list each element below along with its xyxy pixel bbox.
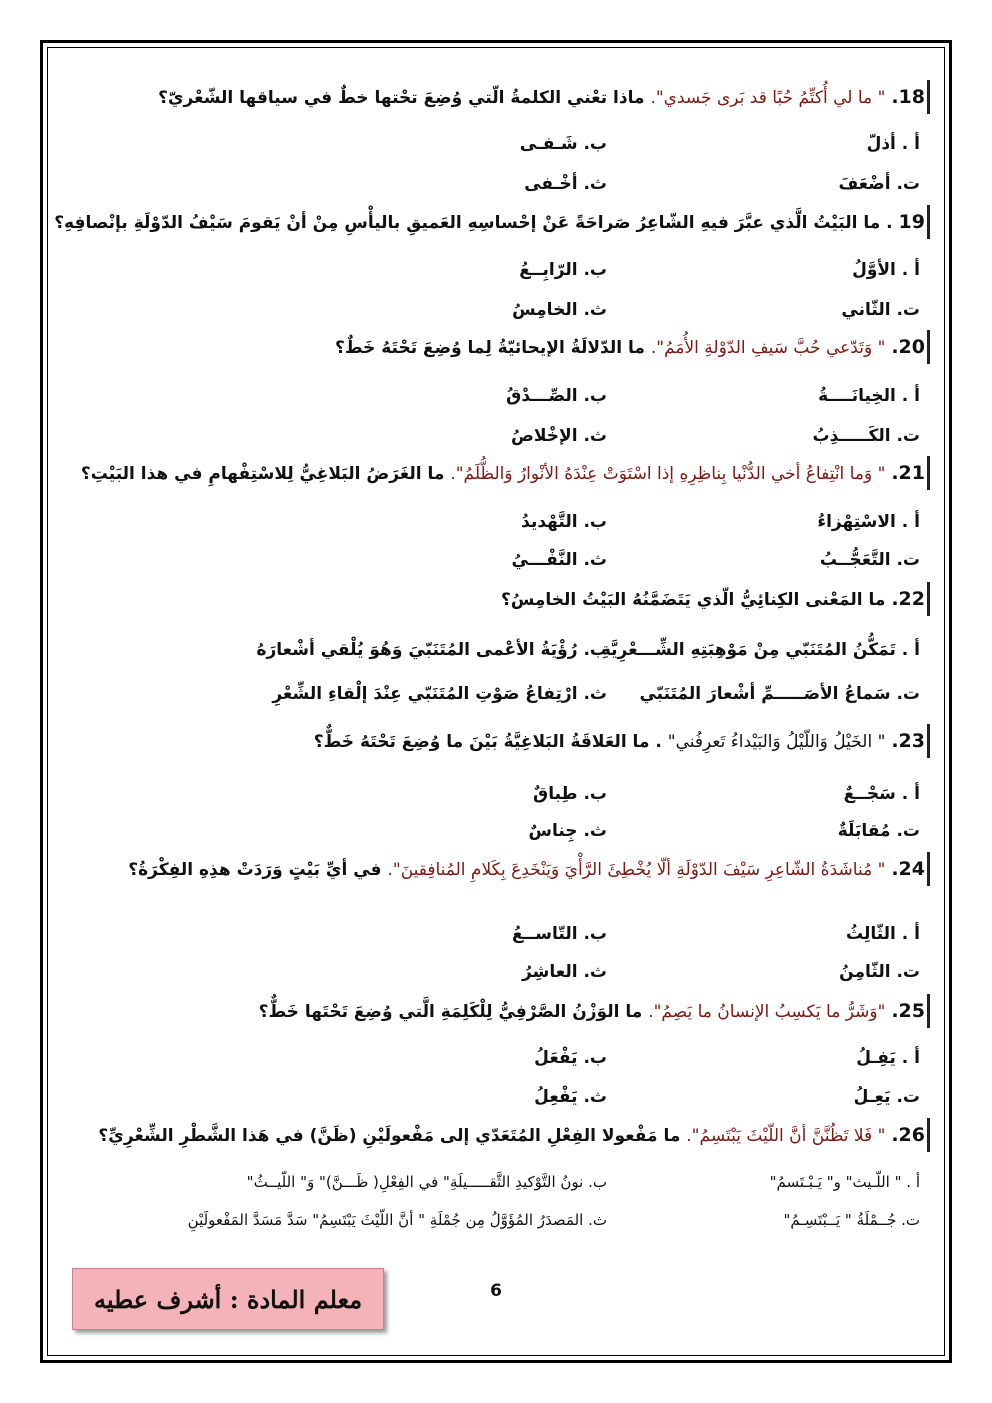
option-b: ب. التّاســعُ bbox=[512, 924, 607, 944]
question-text: في أيِّ بَيْتٍ وَرَدَتْ هذِهِ الفِكْرَةُ؟ bbox=[128, 860, 388, 880]
question-quote: "وَشَرُّ ما يَكسِبُ الإنسانُ ما يَصِمُ". bbox=[648, 1002, 886, 1022]
option-d: ث. الإخْلاصُ bbox=[511, 426, 607, 446]
option-a: أ . الثّالِثُ bbox=[845, 924, 920, 944]
option-a: أ . أذلّ bbox=[866, 134, 920, 154]
question-text: ماذا تعْني الكلمةُ الّتي وُضِعَ تحْتها خطٌ في سياقها الشّعْريّ؟ bbox=[158, 88, 651, 108]
option-a: أ . الاسْتِهْزاءُ bbox=[817, 512, 920, 532]
option-b: ب. نونُ التَّوْكيدِ الثَّقـــــيلَةِ" في الفِعْلِ( ظَـــنَّ)" وَ" اللّيــثُ" bbox=[246, 1173, 607, 1191]
option-c: ت. الكَـــــذِبُ bbox=[812, 426, 920, 446]
question-number: 22. bbox=[891, 588, 925, 610]
option-c: ت. جُــمْلَةُ " يَــبْتَسِـمُ" bbox=[783, 1211, 920, 1229]
option-b: ب. طِباقٌ bbox=[533, 784, 607, 804]
option-a: أ . تَمَكُّنُ المُتَنَبّي مِنْ مَوْهِبَتِهِ الشِّـــعْرِيَّةِ bbox=[600, 640, 920, 660]
question-25 bbox=[62, 994, 930, 1028]
question-text: ما الغَرَضُ البَلاغِيُّ لِلاسْتِفْهامِ في هذا البَيْتِ؟ bbox=[80, 464, 451, 484]
option-b: ب. التَّهْديدُ bbox=[521, 512, 607, 532]
question-number: 25. bbox=[891, 1000, 925, 1022]
question-text: ما مَفْعولا الفِعْلِ المُتَعَدّي إلى مَفْعولَيْنِ (ظَنَّ) في هَذا الشَّطْرِ الشِّعْرِيِّ؟ bbox=[98, 1126, 687, 1146]
option-d: ث. المَصدَرُ المُؤَوَّلُ مِن جُمْلَةِ " أنَّ اللّيْثَ يَبْتَسِمُ" سَدَّ مَسَدَّ المَفْعولَيْنِ bbox=[187, 1211, 607, 1229]
option-b: ب. الرّابِــعُ bbox=[519, 260, 607, 280]
option-a: أ . يَفِـلُ bbox=[856, 1048, 920, 1068]
question-text: ما المَعْنى الكِنائِيُّ الّذي يَتَضَمَّنُهُ البَيْتُ الخامِسُ؟ bbox=[500, 590, 892, 610]
question-18 bbox=[62, 80, 930, 114]
option-c: ت. أضْعَفَ bbox=[838, 174, 920, 194]
option-d: ث. أخْـفى bbox=[524, 174, 607, 194]
question-text: ما الوَزْنُ الصَّرْفِيُّ لِلْكَلِمَةِ الَّتي وُضِعَ تَحْتَها خَطٌّ؟ bbox=[258, 1002, 649, 1022]
option-c: ت. سَماعُ الأصَـــــمِّ أشْعارَ المُتَنَبّي bbox=[639, 684, 920, 704]
option-b: ب. رُؤْيَةُ الأعْمى المُتَنَبّيَ وَهُوَ يُلْقي أشْعارَهُ bbox=[256, 640, 607, 660]
option-c: ت. مُقابَلَةٌ bbox=[837, 821, 920, 841]
option-b: ب. شَـفـى bbox=[519, 134, 607, 154]
question-number: 18. bbox=[891, 86, 925, 108]
question-text: . ما البَيْتُ الَّذي عبَّرَ فيهِ الشّاعِرُ صَراحَةً عَنْ إحْساسِهِ العَميقِ باليأْسِ مِنْ أنْ يَقومَ سَيْفُ الدّوْلَةِ بإنْصافِهِ؟ bbox=[54, 213, 899, 233]
question-quote: " مُناشَدَةُ الشّاعِرِ سَيْفَ الدّوْلَةِ ألّا يُخْطِئَ الرَّأْيَ وَيَنْخَدِعَ بِكَلامِ المُنافِقينَ". bbox=[387, 860, 886, 880]
question-number: 23. bbox=[891, 730, 925, 752]
option-a: أ . سَجْــعٌ bbox=[843, 784, 920, 804]
question-quote: " وَما انْتِفاعُ أخي الدُّنْيا بِناظِرِهِ إذا اسْتَوَتْ عِنْدَهُ الأنْوارُ وَالظُّلَمُ". bbox=[450, 464, 886, 484]
teacher-label-box bbox=[72, 1268, 384, 1330]
question-quote: " فَلا تَظُنَّنَّ أنَّ اللّيْثَ يَبْتَسِمُ". bbox=[686, 1126, 886, 1146]
option-d: ث. جِناسٌ bbox=[528, 821, 607, 841]
question-24 bbox=[62, 852, 930, 886]
question-19 bbox=[54, 205, 930, 239]
question-text: ما الدّلالَةُ الإيحائيّةُ لِما وُضِعَ تَحْتَهُ خَطٌ؟ bbox=[334, 338, 651, 358]
option-b: ب. الصِّـــدْقُ bbox=[506, 386, 607, 406]
question-21 bbox=[62, 456, 930, 490]
option-b: ب. يَفْعَلُ bbox=[534, 1048, 607, 1068]
option-d: ث. الخامِسُ bbox=[512, 300, 607, 320]
option-d: ث. ارْتِفاعُ صَوْتِ المُتَنَبّي عِنْدَ إلْقاءِ الشِّعْرِ bbox=[272, 684, 607, 704]
teacher-label: معلم المادة : أشرف عطيه bbox=[93, 1284, 363, 1314]
question-number: 19 bbox=[898, 211, 925, 233]
question-26 bbox=[62, 1118, 930, 1152]
option-d: ث. العاشِرُ bbox=[522, 962, 607, 982]
option-c: ت. التَّعَجُّــبُ bbox=[819, 550, 920, 570]
question-number: 24. bbox=[891, 858, 925, 880]
question-number: 20. bbox=[891, 336, 925, 358]
option-d: ث. يَفْعِلُ bbox=[534, 1087, 607, 1107]
question-quote: " وَتَدّعي حُبَّ سَيفِ الدّوْلةِ الأُمَمُ". bbox=[650, 338, 886, 358]
question-quote: " ما لي أُكتِّمُ حُبًا قد بَرى جَسدي". bbox=[650, 88, 886, 108]
question-text: . ما العَلاقَةُ البَلاغِيَّةُ بَيْنَ ما وُضِعَ تَحْتَهُ خَطٌّ؟ bbox=[313, 732, 668, 752]
question-quote: " الخَيْلُ وَاللّيْلُ وَالبَيْداءُ تَعرِفُني" bbox=[667, 732, 886, 752]
question-20 bbox=[62, 330, 930, 364]
question-number: 21. bbox=[891, 462, 925, 484]
option-a: أ . الأوَّلُ bbox=[852, 260, 920, 280]
option-c: ت. يَعِـلُ bbox=[853, 1087, 920, 1107]
page-number: 6 bbox=[490, 1281, 502, 1301]
option-c: ت. الثّامِنُ bbox=[839, 962, 920, 982]
question-23 bbox=[62, 724, 930, 758]
option-a: أ . الخِيانَــــةُ bbox=[818, 386, 920, 406]
option-d: ث. النَّفْـــيُ bbox=[511, 550, 607, 570]
option-a: أ . " اللّـيث" و" يَـبْـتَسمُ" bbox=[769, 1173, 920, 1191]
option-c: ت. الثّاني bbox=[841, 300, 920, 320]
question-number: 26. bbox=[891, 1124, 925, 1146]
question-22 bbox=[62, 582, 930, 616]
